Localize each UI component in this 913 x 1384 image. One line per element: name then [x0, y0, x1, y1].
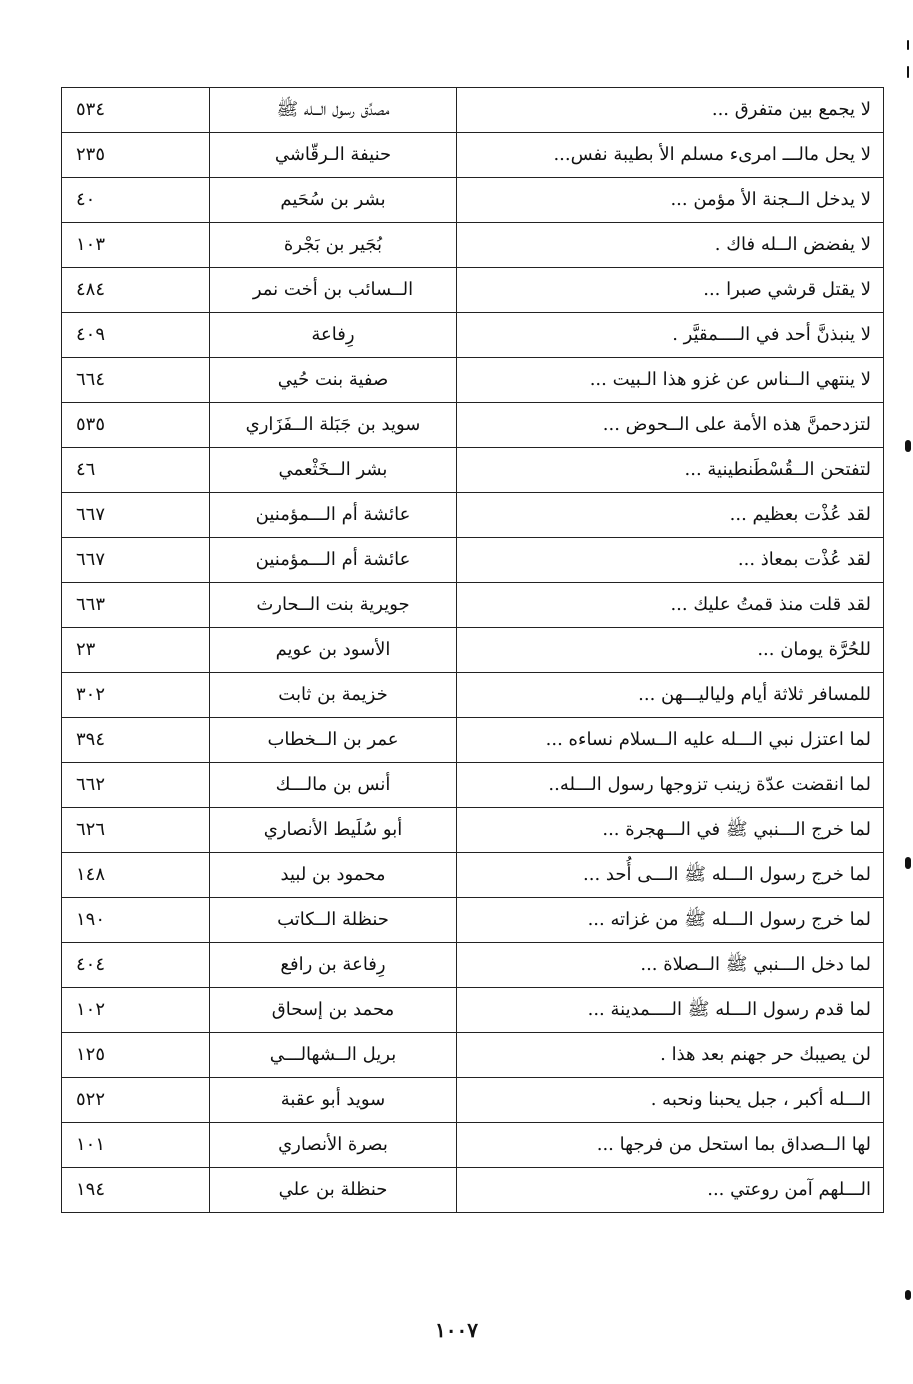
narrator-cell: الــسائب بن أخت نمر: [210, 268, 457, 313]
narrator-cell: عائشة أم الـــمؤمنين: [210, 538, 457, 583]
hadith-index-table: [61, 87, 884, 1213]
hadith-text-cell: لا ينبذنَّ أحد في الــــمقيَّر .: [457, 313, 884, 358]
hadith-text-cell: للمسافر ثلاثة أيام ولياليـــهن ...: [457, 673, 884, 718]
table-row: [62, 763, 884, 808]
hadith-text-cell: الـــلهم آمن روعتي ...: [457, 1168, 884, 1213]
page-reference-cell: ١٩٤: [62, 1168, 210, 1213]
page-reference-cell: ٦٦٢: [62, 763, 210, 808]
narrator-cell: بشر بن سُحَيم: [210, 178, 457, 223]
hadith-text-cell: لا يحل مالـــ امرىء مسلم الأ بطيبة نفس...: [457, 133, 884, 178]
table-row: [62, 718, 884, 763]
narrator-cell: أنس بن مالـــك: [210, 763, 457, 808]
table-row: [62, 1168, 884, 1213]
page-reference-cell: ٤٠٤: [62, 943, 210, 988]
page-reference-cell: ١٠١: [62, 1123, 210, 1168]
page-reference-cell: ١٠٢: [62, 988, 210, 1033]
hadith-text-cell: لما قدم رسول الـــله ﷺ الــــمدينة ...: [457, 988, 884, 1033]
narrator-cell: بريل الــشهالـــي: [210, 1033, 457, 1078]
narrator-cell: محمد بن إسحاق: [210, 988, 457, 1033]
page-reference-cell: ٢٣٥: [62, 133, 210, 178]
table-row: [62, 223, 884, 268]
page-reference-cell: ٤٠: [62, 178, 210, 223]
page-reference-cell: ١٤٨: [62, 853, 210, 898]
page-reference-cell: ٦٦٧: [62, 493, 210, 538]
narrator-cell: بصرة الأنصاري: [210, 1123, 457, 1168]
narrator-cell: سويد بن جَبَلة الــفَزَاري: [210, 403, 457, 448]
hadith-text-cell: لن يصيبك حر جهنم بعد هذا .: [457, 1033, 884, 1078]
narrator-cell: محمود بن لبيد: [210, 853, 457, 898]
table-row: [62, 673, 884, 718]
page-reference-cell: ٣٩٤: [62, 718, 210, 763]
narrator-cell: عمر بن الــخطاب: [210, 718, 457, 763]
narrator-cell: الأسود بن عويم: [210, 628, 457, 673]
hadith-text-cell: لا ينتهي الــناس عن غزو هذا الـبيت ...: [457, 358, 884, 403]
hadith-text-cell: لقد قلت منذ قمتُ عليك ...: [457, 583, 884, 628]
narrator-cell: مصدِّق رسول الـــله ﷺ: [210, 88, 457, 133]
table-row: [62, 943, 884, 988]
edge-mark: [905, 1290, 911, 1300]
narrator-cell: بشر الــخَثْعمي: [210, 448, 457, 493]
narrator-cell: صفية بنت حُيي: [210, 358, 457, 403]
edge-mark: [907, 66, 909, 78]
page-reference-cell: ٦٦٧: [62, 538, 210, 583]
table-row: [62, 133, 884, 178]
narrator-cell: أبو سُلَيط الأنصاري: [210, 808, 457, 853]
edge-mark: [907, 40, 909, 50]
table-row: [62, 313, 884, 358]
narrator-cell: بُجَير بن بَجْرة: [210, 223, 457, 268]
page-reference-cell: ١٠٣: [62, 223, 210, 268]
hadith-text-cell: لتفتحن الــقُسْطَنطينية ...: [457, 448, 884, 493]
table-row: [62, 853, 884, 898]
table-body: [62, 88, 884, 1213]
hadith-text-cell: لما خرج الـــنبي ﷺ في الـــهجرة ...: [457, 808, 884, 853]
hadith-text-cell: لما اعتزل نبي الـــله عليه الــسلام نساءه ...: [457, 718, 884, 763]
hadith-text-cell: لا يفضض الــله فاك .: [457, 223, 884, 268]
page-number: ١٠٠٧: [435, 1318, 478, 1342]
hadith-text-cell: لما خرج رسول الـــله ﷺ الـــى أُحد ...: [457, 853, 884, 898]
page-reference-cell: ٤٠٩: [62, 313, 210, 358]
page-reference-cell: ٥٢٢: [62, 1078, 210, 1123]
table-row: [62, 583, 884, 628]
table-row: [62, 538, 884, 583]
hadith-text-cell: لا يدخل الــجنة الأ مؤمن ...: [457, 178, 884, 223]
page-reference-cell: ٦٦٣: [62, 583, 210, 628]
narrator-cell: عائشة أم الـــمؤمنين: [210, 493, 457, 538]
page-reference-cell: ٢٣: [62, 628, 210, 673]
table-row: [62, 988, 884, 1033]
hadith-text-cell: لتزدحمنَّ هذه الأمة على الــحوض ...: [457, 403, 884, 448]
page-reference-cell: ١٩٠: [62, 898, 210, 943]
table-row: [62, 1078, 884, 1123]
table-row: [62, 358, 884, 403]
table-row: [62, 88, 884, 133]
narrator-cell: حنيفة الـرقّاشي: [210, 133, 457, 178]
page-reference-cell: ٥٣٥: [62, 403, 210, 448]
page-reference-cell: ٦٦٤: [62, 358, 210, 403]
hadith-text-cell: الـــله أكبر ، جبل يحبنا ونحبه .: [457, 1078, 884, 1123]
narrator-cell: حنظلة بن علي: [210, 1168, 457, 1213]
narrator-cell: رِفاعة: [210, 313, 457, 358]
hadith-text-cell: لا يقتل قرشي صبرا ...: [457, 268, 884, 313]
narrator-cell: حنظلة الــكاتب: [210, 898, 457, 943]
table-row: [62, 898, 884, 943]
page-reference-cell: ٤٦: [62, 448, 210, 493]
page-reference-cell: ١٢٥: [62, 1033, 210, 1078]
narrator-cell: رِفاعة بن رافع: [210, 943, 457, 988]
hadith-text-cell: للحُرَّة يومان ...: [457, 628, 884, 673]
page-reference-cell: ٦٢٦: [62, 808, 210, 853]
table-row: [62, 628, 884, 673]
edge-mark: [905, 857, 911, 869]
hadith-text-cell: لها الــصداق بما استحل من فرجها ...: [457, 1123, 884, 1168]
page-reference-cell: ٣٠٢: [62, 673, 210, 718]
table-row: [62, 178, 884, 223]
narrator-cell: خزيمة بن ثابت: [210, 673, 457, 718]
hadith-text-cell: لما انقضت عدّة زينب تزوجها رسول الـــله..: [457, 763, 884, 808]
narrator-cell: سويد أبو عقبة: [210, 1078, 457, 1123]
hadith-text-cell: لقد عُذْت بمعاذ ...: [457, 538, 884, 583]
table-row: [62, 493, 884, 538]
table-row: [62, 403, 884, 448]
page-reference-cell: ٥٣٤: [62, 88, 210, 133]
narrator-cell: جويرية بنت الــحارث: [210, 583, 457, 628]
hadith-text-cell: لما دخل الـــنبي ﷺ الــصلاة ...: [457, 943, 884, 988]
hadith-text-cell: لا يجمع بين متفرق ...: [457, 88, 884, 133]
table-row: [62, 448, 884, 493]
table-row: [62, 1123, 884, 1168]
table-row: [62, 1033, 884, 1078]
hadith-text-cell: لما خرج رسول الـــله ﷺ من غزاته ...: [457, 898, 884, 943]
hadith-text-cell: لقد عُذْت بعظيم ...: [457, 493, 884, 538]
edge-mark: [905, 440, 911, 452]
page-reference-cell: ٤٨٤: [62, 268, 210, 313]
table-row: [62, 808, 884, 853]
table-row: [62, 268, 884, 313]
